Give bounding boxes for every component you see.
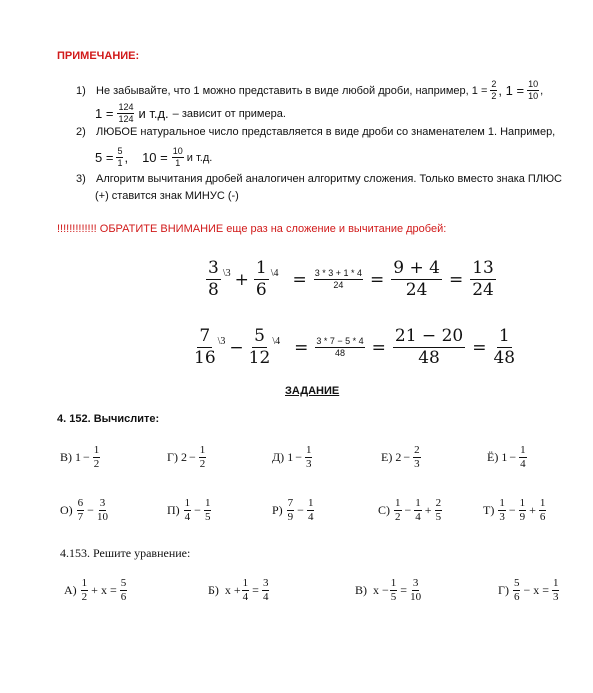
equation-middle: − x = (523, 583, 549, 597)
equation-prefix: x + (224, 583, 241, 597)
fraction: $\frac{7}{9}$ (287, 497, 294, 523)
fraction: $\frac{1}{5}$ (390, 577, 397, 603)
whole-number: 1 (501, 450, 508, 464)
exercise-label: Д) (272, 450, 285, 464)
equation-b (208, 578, 270, 603)
exercise-label: Ё) (487, 450, 499, 464)
note-1-tail: , (540, 84, 544, 97)
fraction: $\frac{1}{48}$ (493, 326, 516, 368)
exercise-label: Т) (483, 503, 495, 517)
equation-v (355, 578, 422, 603)
whole-number: 2 (395, 450, 402, 464)
equals-sign: = (294, 337, 309, 358)
operator: − (509, 450, 517, 464)
multiplier-label: \3 (222, 268, 231, 279)
note-1-line-1 (76, 80, 543, 101)
exercise-e (381, 445, 422, 470)
example-addition (205, 260, 497, 299)
multiplier-label: \4 (272, 336, 281, 347)
example-subtraction (193, 328, 516, 367)
fraction: $\frac{2}{3}$ (414, 444, 420, 470)
fraction: $\frac{5}{1}$ (117, 146, 123, 168)
multiplier-label: \3 (217, 336, 226, 347)
fraction: $\frac{21 - 20}{48}$ (394, 326, 464, 368)
fraction: $\frac{1}{4}$ (242, 577, 249, 603)
task-153-title: 4.153. Решите уравнение: (60, 546, 191, 560)
fraction: $\frac{1}{2}$ (199, 444, 206, 470)
task-heading: ЗАДАНИЕ (285, 385, 340, 397)
fraction: $\frac{3}{4}$ (262, 577, 269, 603)
exercise-label: Е) (381, 450, 393, 464)
operator: − (297, 503, 304, 517)
equals-sign: = (448, 269, 464, 290)
exercise-d (272, 445, 313, 470)
exercise-label: Б) (208, 583, 219, 597)
equals-sign: = (472, 337, 487, 358)
fraction: $\frac{5}{12}$ (248, 326, 271, 368)
exercise-t (483, 498, 547, 523)
fraction: $\frac{1}{3}$ (305, 444, 312, 470)
note-2-comma: , (124, 150, 129, 165)
note-1-line2-pre: 1 = (95, 106, 114, 121)
multiplier-label: \4 (270, 268, 279, 279)
fraction: $\frac{1}{3}$ (499, 497, 505, 523)
fraction: $\frac{5}{6}$ (120, 577, 127, 603)
exercise-label: Г) (167, 450, 178, 464)
fraction: $\frac{6}{7}$ (77, 497, 84, 523)
fraction: $\frac{3 * 3 + 1 * 4}{24}$ (314, 268, 363, 290)
whole-number: 1 (287, 450, 294, 464)
note-2-line-2 (95, 147, 212, 168)
fraction: $\frac{10}{1}$ (172, 146, 183, 168)
note-2-a-pre: 5 = (95, 150, 114, 165)
fraction: $\frac{1}{9}$ (519, 497, 526, 523)
minus-sign: − (229, 337, 244, 358)
task-152-title: 4. 152. Вычислите: (57, 413, 160, 425)
note-1-text: Не забывайте, что 1 можно представить в виде любой дроби, например, 1 = (96, 84, 488, 97)
note-3-number: 3) (76, 173, 86, 185)
exercise-p (167, 498, 212, 523)
exercise-s (378, 498, 443, 523)
operator: − (83, 450, 90, 464)
exercise-label: Р) (272, 503, 283, 517)
fraction: $\frac{10}{10}$ (528, 79, 539, 101)
attention-line: !!!!!!!!!!!!! ОБРАТИТЕ ВНИМАНИЕ еще раз на сложение и вычитание дробей: (57, 223, 447, 235)
fraction: $\frac{1}{2}$ (395, 497, 401, 523)
equals-sign: = (371, 337, 386, 358)
note-1-line2-mid: и т.д. (138, 106, 169, 121)
fraction: $\frac{1}{3}$ (552, 577, 559, 603)
note-title: ПРИМЕЧАНИЕ: (57, 50, 140, 62)
fraction: $\frac{3 * 7 - 5 * 4}{48}$ (316, 336, 364, 358)
note-2-tail: и т.д. (186, 151, 213, 164)
fraction: $\frac{1}{4}$ (184, 497, 191, 523)
operator: − (87, 503, 94, 517)
equals-sign: = (370, 269, 385, 290)
note-2-line-1 (76, 126, 555, 138)
fraction: $\frac{5}{6}$ (513, 577, 520, 603)
fraction: $\frac{7}{16}$ (194, 326, 216, 368)
fraction: $\frac{1}{6}$ (539, 497, 546, 523)
operator: + (529, 503, 536, 517)
operator: − (404, 503, 412, 517)
exercise-g (167, 445, 207, 470)
fraction: $\frac{1}{2}$ (93, 444, 100, 470)
exercise-label: С) (378, 503, 390, 517)
fraction: $\frac{1}{4}$ (415, 497, 421, 523)
fraction: $\frac{2}{2}$ (491, 79, 497, 101)
exercise-label: П) (167, 503, 180, 517)
operator: − (295, 450, 302, 464)
equation-prefix: x − (373, 583, 389, 597)
note-2-b-pre: 10 = (142, 150, 168, 165)
fraction: $\frac{2}{5}$ (435, 497, 442, 523)
exercise-label: А) (64, 583, 77, 597)
equals-sign: = (292, 269, 307, 290)
fraction: $\frac{1}{6}$ (255, 258, 267, 300)
exercise-label: Г) (498, 583, 509, 597)
operator: − (194, 503, 201, 517)
note-2-text: ЛЮБОЕ натуральное число представляется в виде дроби со знаменателем 1. Например, (96, 126, 556, 138)
equation-g (498, 578, 560, 603)
exercise-label: В) (355, 583, 367, 597)
equation-middle: = (252, 583, 259, 597)
fraction: $\frac{1}{5}$ (204, 497, 211, 523)
equation-a (64, 578, 128, 603)
fraction: $\frac{1}{4}$ (520, 444, 526, 470)
fraction: $\frac{1}{2}$ (81, 577, 88, 603)
fraction: $\frac{1}{4}$ (307, 497, 314, 523)
fraction: $\frac{124}{124}$ (118, 102, 134, 124)
operator: + (424, 503, 432, 517)
operator: − (188, 450, 196, 464)
note-2-number: 2) (76, 126, 86, 138)
note-1-number: 1) (76, 84, 86, 97)
operator: − (403, 450, 411, 464)
fraction: $\frac{9 + 4}{24}$ (393, 258, 440, 300)
equation-middle: + x = (91, 583, 117, 597)
whole-number: 1 (75, 450, 81, 464)
exercise-v (60, 445, 101, 470)
fraction: $\frac{3}{8}$ (208, 258, 219, 300)
note-1-sep: , 1 = (498, 83, 525, 98)
note-3-line1: Алгоритм вычитания дробей аналогичен алгоритму сложения. Только вместо знака ПЛЮС (96, 173, 562, 185)
fraction: $\frac{3}{10}$ (410, 577, 422, 603)
exercise-r (272, 498, 315, 523)
plus-sign: + (234, 269, 249, 290)
equation-middle: = (400, 583, 408, 597)
exercise-yo (487, 445, 528, 470)
note-3-line-2: (+) ставится знак МИНУС (-) (95, 190, 239, 202)
whole-number: 2 (180, 450, 187, 464)
exercise-o (60, 498, 109, 523)
note-1-line2-tail: – зависит от примера. (172, 107, 286, 120)
operator: − (508, 503, 516, 517)
fraction: $\frac{3}{10}$ (96, 497, 108, 523)
note-3-line-1 (76, 173, 562, 185)
exercise-label: О) (60, 503, 73, 517)
exercise-label: В) (60, 450, 72, 464)
fraction: $\frac{13}{24}$ (472, 258, 494, 300)
note-1-line-2 (95, 103, 286, 124)
